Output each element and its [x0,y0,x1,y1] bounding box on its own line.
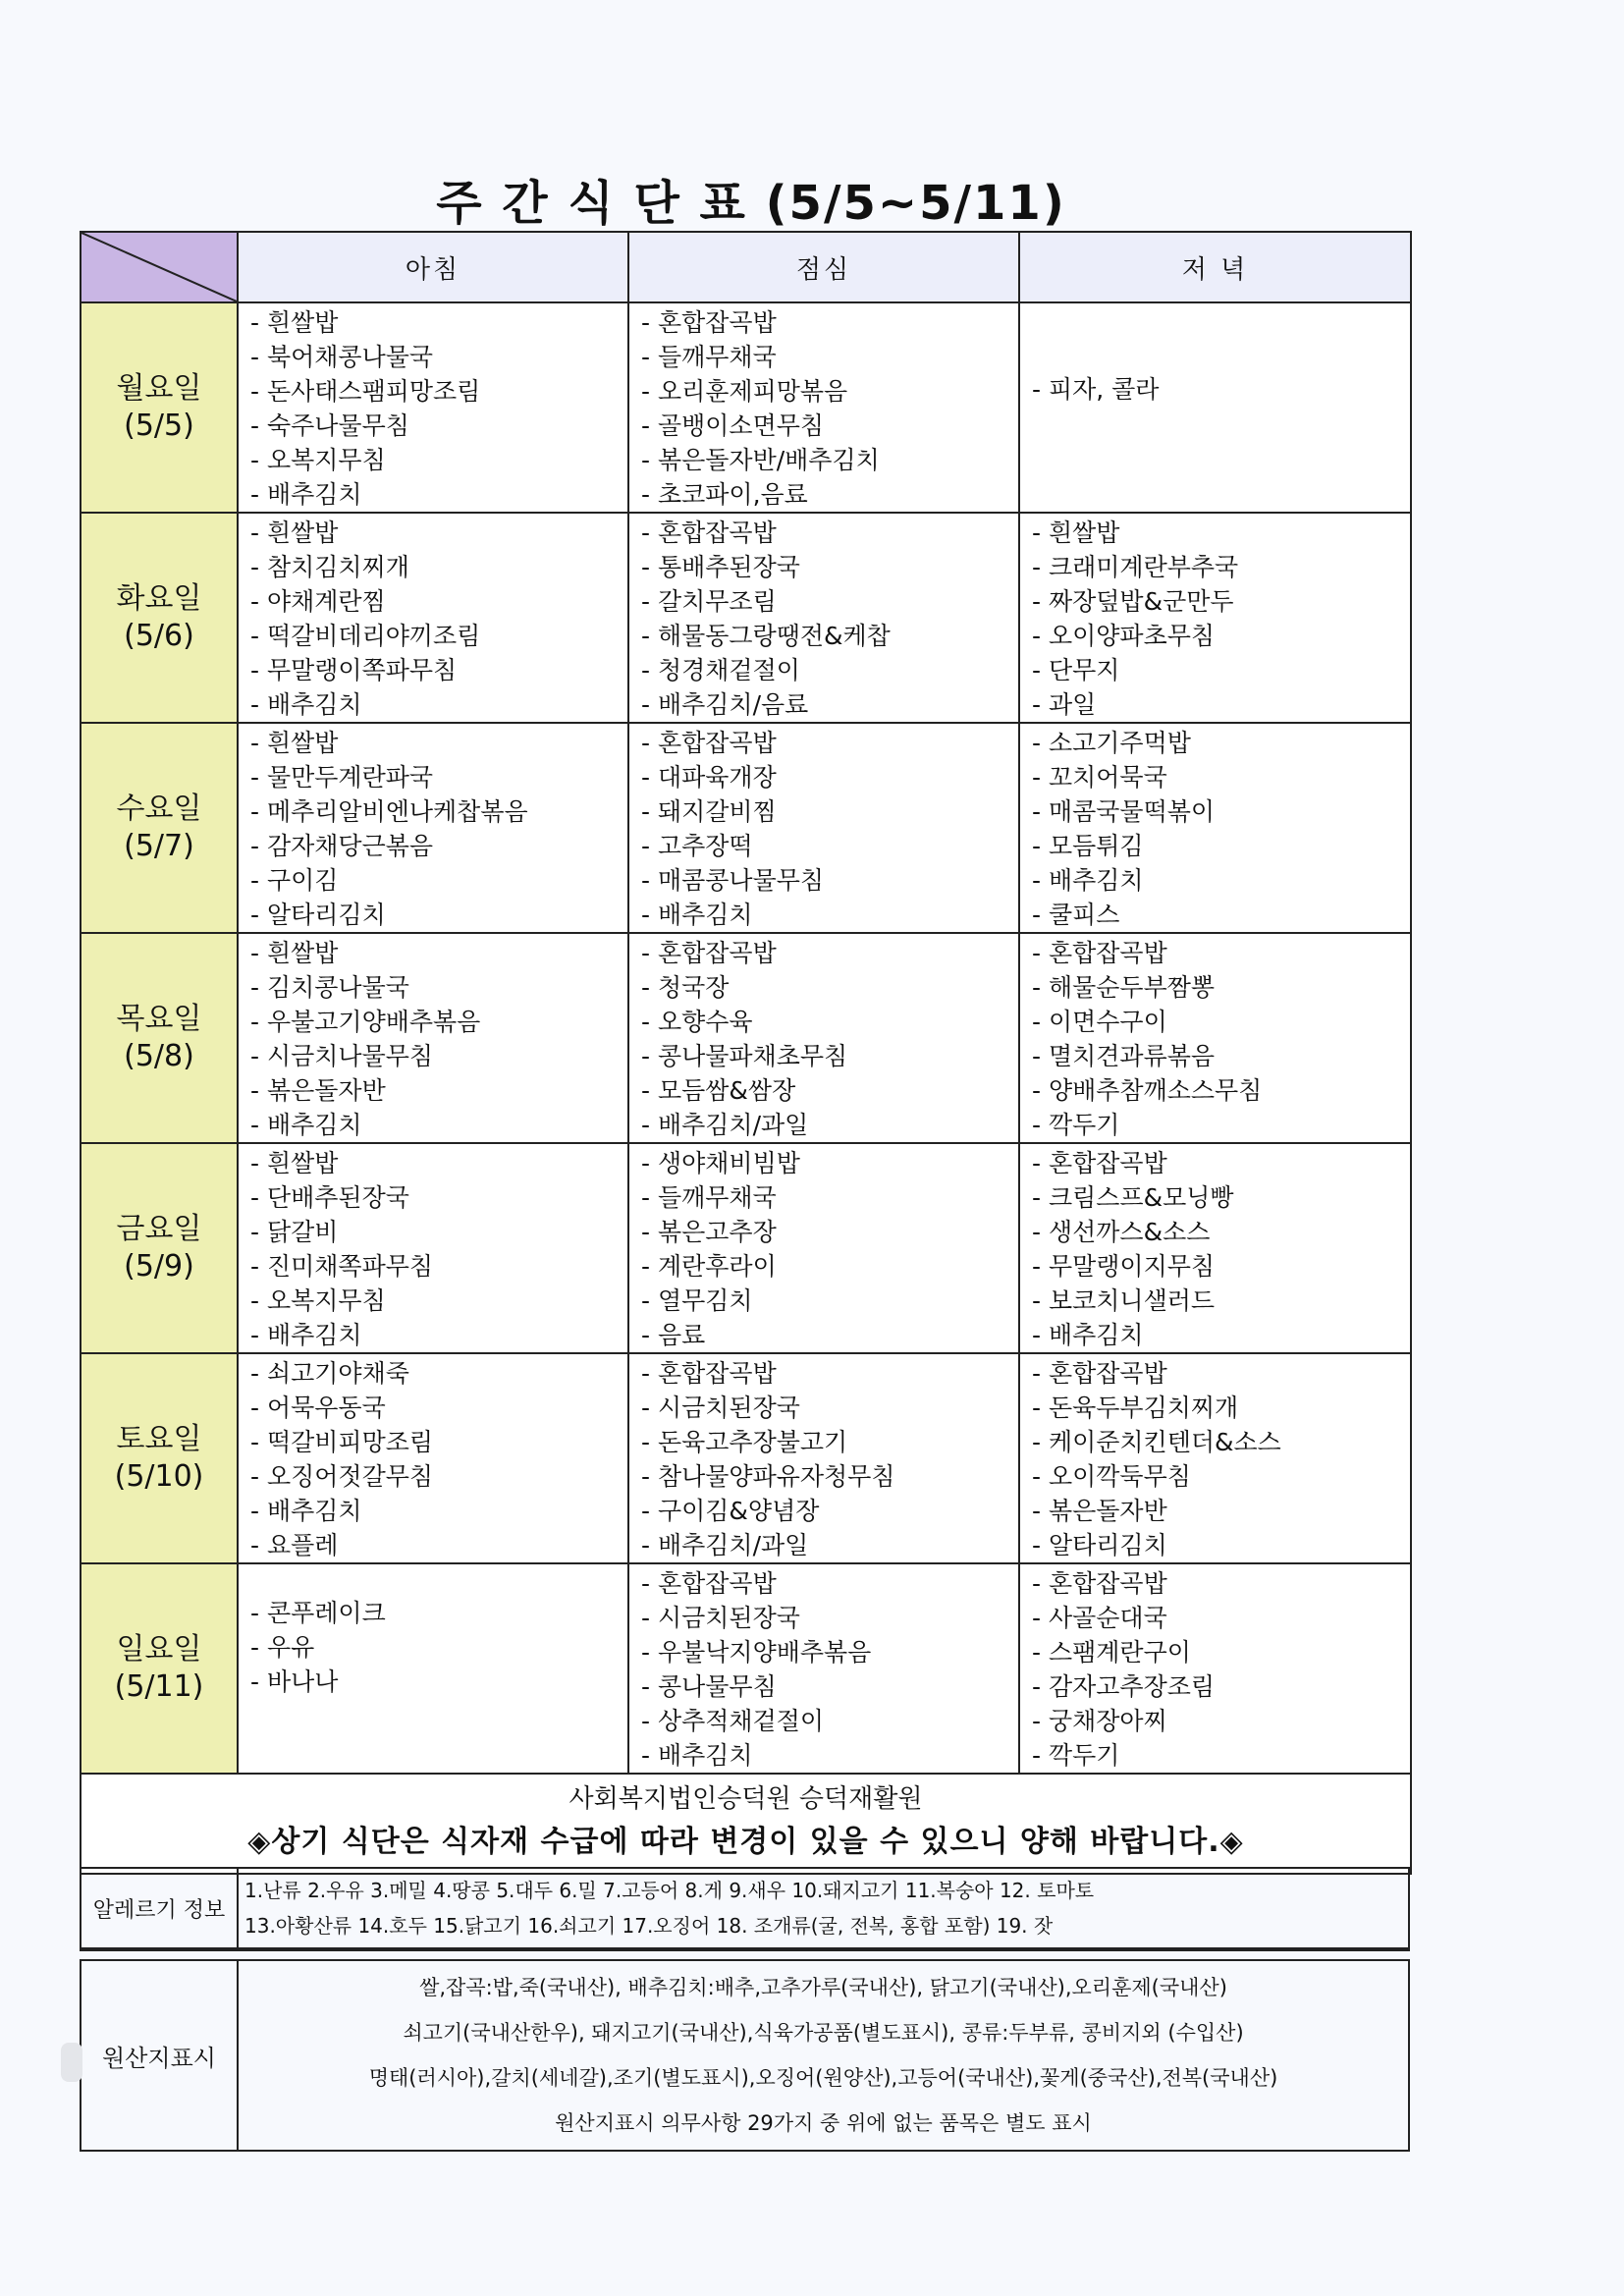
menu-item: - 김치콩나물국 [250,973,409,1002]
breakfast-list [239,303,627,512]
menu-item: - 골뱅이소면무침 [641,411,825,440]
menu-item: - 메추리알비엔나케찹볶음 [250,797,528,826]
breakfast-list [239,724,627,932]
menu-item: - 혼합잡곡밥 [641,519,777,547]
menu-item: - 통배추된장국 [641,553,800,581]
menu-item: - 숙주나물무침 [250,411,409,440]
menu-item: - 들깨무채국 [641,343,777,371]
menu-item: - 과일 [1032,690,1097,719]
menu-item: - 배추김치/음료 [641,690,809,719]
menu-item: - 짜장덮밥&군만두 [1032,587,1234,616]
day-label-cell [81,302,238,513]
menu-item: - 매콤국물떡볶이 [1032,797,1216,826]
menu-item: - 배추김치 [250,480,362,509]
dinner-cell [1019,933,1411,1143]
menu-item: - 흰쌀밥 [1032,519,1120,547]
menu-item: - 모듬튀김 [1032,832,1144,860]
day-row [81,1353,1411,1563]
dinner-list [1020,724,1410,932]
menu-item: - 단무지 [1032,656,1120,684]
day-name: 수요일 [116,792,202,826]
menu-item: - 떡갈비데리야끼조림 [250,622,481,650]
dinner-cell [1019,723,1411,933]
dinner-cell [1019,1563,1411,1774]
menu-item: - 참치김치찌개 [250,553,409,581]
day-row [81,302,1411,513]
dinner-list [1020,303,1410,407]
breakfast-cell [238,1563,628,1774]
dinner-header: 저 녁 [1019,232,1411,302]
lunch-cell [628,1563,1019,1774]
menu-item: - 알타리김치 [1032,1531,1167,1559]
allergy-label: 알레르기 정보 [81,1868,238,1948]
lunch-cell [628,723,1019,933]
menu-item: - 보코치니샐러드 [1032,1286,1216,1315]
dinner-list [1020,1144,1410,1352]
origin-line: 명태(러시아),갈치(세네갈),조기(별도표시),오징어(원양산),고등어(국내산),꽃게(중국산),전복(국내산) [368,2066,1278,2090]
dinner-cell [1019,513,1411,723]
menu-item: - 돈육두부김치찌개 [1032,1394,1239,1422]
origin-line: 쇠고기(국내산한우), 돼지고기(국내산),식육가공품(별도표시), 콩류:두부류, 콩비지외 (수입산) [403,2021,1244,2045]
menu-item: - 볶은돌자반 [250,1076,386,1105]
breakfast-cell [238,933,628,1143]
menu-item: - 대파육개장 [641,763,777,792]
page-title: 주 간 식 단 표 (5/5~5/11) [436,176,1066,231]
menu-item: - 우불낙지양배추볶음 [641,1638,872,1667]
breakfast-list [239,934,627,1142]
menu-item: - 어묵우동국 [250,1394,386,1422]
menu-item: - 시금치된장국 [641,1604,800,1632]
diagonal-line-icon [81,233,237,301]
day-name: 화요일 [116,581,202,616]
menu-item: - 혼합잡곡밥 [1032,1569,1167,1598]
menu-item: - 배추김치 [250,690,362,719]
section-divider [80,1948,1410,1951]
breakfast-header: 아침 [238,232,628,302]
menu-item: - 무말랭이지무침 [1032,1252,1216,1281]
menu-item: - 청경채겉절이 [641,656,800,684]
change-notice: ◈상기 식단은 식자재 수급에 따라 변경이 있을 수 있으니 양해 바랍니다.◈ [247,1825,1244,1859]
organization-name: 사회복지법인승덕원 승덕재활원 [568,1784,923,1814]
menu-item: - 단배추된장국 [250,1183,409,1212]
menu-item: - 혼합잡곡밥 [641,729,777,757]
origin-label: 원산지표시 [81,1960,238,2151]
day-date: (5/5) [124,409,194,443]
menu-item: - 배추김치/과일 [641,1531,809,1559]
menu-item: - 사골순대국 [1032,1604,1167,1632]
day-row [81,933,1411,1143]
menu-item: - 모듬쌈&쌈장 [641,1076,796,1105]
day-label-cell [81,723,238,933]
lunch-list [629,514,1018,722]
menu-item: - 떡갈비피망조림 [250,1428,434,1456]
day-row [81,1563,1411,1774]
menu-item: - 요플레 [250,1531,339,1559]
menu-item: - 혼합잡곡밥 [1032,1359,1167,1388]
menu-item: - 배추김치 [250,1321,362,1349]
dinner-list [1020,1354,1410,1562]
menu-item: - 흰쌀밥 [250,519,339,547]
menu-item: - 우유 [250,1633,315,1662]
menu-item: - 콘푸레이크 [250,1599,386,1627]
menu-item: - 배추김치 [641,1741,753,1770]
day-row [81,1143,1411,1353]
menu-item: - 알타리김치 [250,901,386,929]
day-name: 토요일 [116,1422,202,1456]
menu-item: - 혼합잡곡밥 [1032,939,1167,967]
allergy-line: 13.아황산류 14.호두 15.닭고기 16.쇠고기 17.오징어 18. 조개류(굴, 전복, 홍합 포함) 19. 잣 [244,1914,1054,1938]
menu-item: - 바나나 [250,1667,339,1696]
menu-item: - 청국장 [641,973,730,1002]
menu-item: - 구이김 [250,866,339,895]
allergy-line: 1.난류 2.우유 3.메밀 4.땅콩 5.대두 6.밀 7.고등어 8.게 9.새우 10.돼지고기 11.복숭아 12. 토마토 [244,1879,1095,1902]
lunch-list [629,934,1018,1142]
day-date: (5/10) [114,1459,204,1494]
origin-info-table [80,1959,1410,2152]
breakfast-cell [238,1353,628,1563]
menu-item: - 흰쌀밥 [250,729,339,757]
menu-item: - 이면수구이 [1032,1008,1167,1036]
menu-item: - 계란후라이 [641,1252,777,1281]
menu-item: - 돼지갈비찜 [641,797,777,826]
menu-item: - 배추김치 [250,1111,362,1139]
lunch-list [629,303,1018,512]
menu-item: - 고추장떡 [641,832,753,860]
day-label-cell [81,1353,238,1563]
day-name: 일요일 [116,1632,202,1667]
menu-item: - 무말랭이쪽파무침 [250,656,458,684]
menu-item: - 멸치견과류볶음 [1032,1042,1216,1070]
dinner-list [1020,934,1410,1142]
menu-item: - 오이양파초무침 [1032,622,1216,650]
menu-item: - 해물동그랑땡전&케찹 [641,622,891,650]
menu-item: - 깍두기 [1032,1741,1120,1770]
corner-cell [81,232,238,302]
dinner-list [1020,514,1410,722]
breakfast-cell [238,302,628,513]
menu-item: - 크래미계란부추국 [1032,553,1239,581]
menu-item: - 물만두계란파국 [250,763,434,792]
day-row [81,513,1411,723]
menu-item: - 깍두기 [1032,1111,1120,1139]
breakfast-list [239,1564,627,1699]
origin-line: 원산지표시 의무사항 29가지 중 위에 없는 품목은 별도 표시 [555,2111,1092,2135]
menu-footer [81,1774,1411,1874]
menu-item: - 배추김치 [250,1497,362,1525]
day-date: (5/7) [124,829,194,863]
dinner-cell [1019,1353,1411,1563]
menu-item: - 시금치나물무침 [250,1042,434,1070]
menu-item: - 닭갈비 [250,1218,339,1246]
menu-item: - 감자고추장조림 [1032,1672,1216,1701]
lunch-list [629,1564,1018,1773]
menu-item: - 피자, 콜라 [1032,375,1160,404]
menu-item: - 돈육고추장불고기 [641,1428,848,1456]
menu-item: - 구이김&양념장 [641,1497,820,1525]
lunch-list [629,1354,1018,1562]
menu-item: - 쇠고기야채죽 [250,1359,409,1388]
menu-item: - 볶은돌자반/배추김치 [641,446,880,474]
menu-item: - 생선까스&소스 [1032,1218,1211,1246]
menu-item: - 쿨피스 [1032,901,1120,929]
breakfast-list [239,514,627,722]
menu-item: - 진미채쪽파무침 [250,1252,434,1281]
day-date: (5/8) [124,1039,194,1073]
day-date: (5/11) [114,1669,204,1704]
allergy-list [238,1868,1409,1948]
menu-item: - 시금치된장국 [641,1394,800,1422]
day-date: (5/6) [124,619,194,653]
menu-item: - 흰쌀밥 [250,1149,339,1177]
dinner-cell [1019,302,1411,513]
menu-item: - 들깨무채국 [641,1183,777,1212]
day-label-cell [81,1563,238,1774]
day-name: 금요일 [116,1212,202,1246]
day-date: (5/9) [124,1249,194,1284]
menu-item: - 매콤콩나물무침 [641,866,825,895]
menu-item: - 배추김치 [1032,1321,1144,1349]
menu-item: - 오복지무침 [250,1286,386,1315]
menu-item: - 우불고기양배추볶음 [250,1008,481,1036]
menu-item: - 배추김치 [641,901,753,929]
menu-item: - 스팸계란구이 [1032,1638,1191,1667]
day-label-cell [81,513,238,723]
menu-item: - 상추적채겉절이 [641,1707,825,1735]
menu-item: - 초코파이,음료 [641,480,808,509]
menu-header-row [81,232,1411,302]
lunch-cell [628,933,1019,1143]
menu-item: - 갈치무조림 [641,587,777,616]
menu-item: - 꼬치어묵국 [1032,763,1167,792]
menu-item: - 궁채장아찌 [1032,1707,1167,1735]
menu-item: - 참나물양파유자청무침 [641,1462,895,1491]
lunch-cell [628,1353,1019,1563]
menu-item: - 혼합잡곡밥 [641,939,777,967]
breakfast-cell [238,1143,628,1353]
menu-item: - 콩나물무침 [641,1672,777,1701]
menu-item: - 배추김치 [1032,866,1144,895]
menu-item: - 크림스프&모닝빵 [1032,1183,1234,1212]
weekly-menu-table [80,231,1412,1875]
menu-item: - 오리훈제피망볶음 [641,377,848,406]
menu-item: - 생야채비빔밥 [641,1149,800,1177]
menu-item: - 혼합잡곡밥 [641,308,777,337]
menu-item: - 오복지무침 [250,446,386,474]
breakfast-list [239,1144,627,1352]
lunch-list [629,1144,1018,1352]
menu-item: - 야채계란찜 [250,587,386,616]
lunch-cell [628,1143,1019,1353]
menu-item: - 볶은고추장 [641,1218,777,1246]
lunch-header: 점심 [628,232,1019,302]
lunch-cell [628,302,1019,513]
menu-item: - 오향수육 [641,1008,753,1036]
day-name: 월요일 [116,371,202,406]
origin-line: 쌀,잡곡:밥,죽(국내산), 배추김치:배추,고추가루(국내산), 닭고기(국내산),오리훈제(국내산) [419,1976,1227,1999]
dinner-cell [1019,1143,1411,1353]
menu-item: - 감자채당근볶음 [250,832,434,860]
menu-item: - 흰쌀밥 [250,308,339,337]
menu-item: - 혼합잡곡밥 [1032,1149,1167,1177]
day-label-cell [81,933,238,1143]
menu-item: - 해물순두부짬뽕 [1032,973,1216,1002]
menu-item: - 오이깍둑무침 [1032,1462,1191,1491]
menu-item: - 볶은돌자반 [1032,1497,1167,1525]
menu-item: - 열무김치 [641,1286,753,1315]
menu-item: - 혼합잡곡밥 [641,1569,777,1598]
menu-item: - 혼합잡곡밥 [641,1359,777,1388]
menu-item: - 돈사태스팸피망조림 [250,377,481,406]
menu-item: - 오징어젓갈무침 [250,1462,434,1491]
allergy-info-table [80,1867,1410,1949]
menu-item: - 케이준치킨텐더&소스 [1032,1428,1281,1456]
menu-item: - 콩나물파채초무침 [641,1042,848,1070]
menu-item: - 배추김치/과일 [641,1111,809,1139]
menu-item: - 북어채콩나물국 [250,343,434,371]
breakfast-list [239,1354,627,1562]
scan-smudge [61,2043,82,2082]
menu-item: - 소고기주먹밥 [1032,729,1191,757]
lunch-cell [628,513,1019,723]
day-label-cell [81,1143,238,1353]
breakfast-cell [238,513,628,723]
breakfast-cell [238,723,628,933]
dinner-list [1020,1564,1410,1773]
lunch-list [629,724,1018,932]
day-row [81,723,1411,933]
menu-item: - 양배추참깨소스무침 [1032,1076,1263,1105]
menu-item: - 음료 [641,1321,706,1349]
origin-list [238,1960,1409,2151]
menu-item: - 흰쌀밥 [250,939,339,967]
day-name: 목요일 [116,1002,202,1036]
